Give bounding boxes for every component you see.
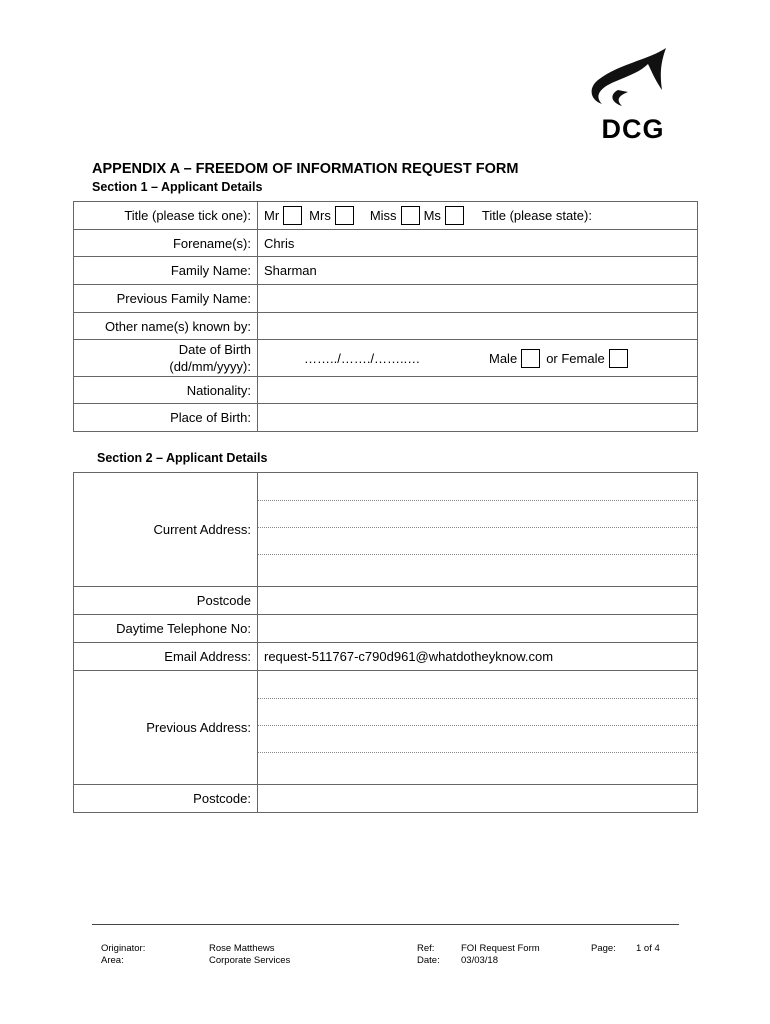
forename-label: Forename(s):: [74, 230, 258, 257]
postcode2-field[interactable]: [258, 785, 698, 813]
title-mr-label: Mr: [264, 208, 280, 223]
footer-labels-left: Originator: Area:: [101, 943, 146, 966]
swoosh-icon: [588, 46, 678, 116]
footer-ref: FOI Request Form 03/03/18: [461, 943, 540, 966]
footer-divider: [92, 924, 679, 925]
phone-label: Daytime Telephone No:: [74, 615, 258, 643]
footer-page-label: Page:: [591, 943, 616, 954]
family-name-field[interactable]: Sharman: [258, 257, 698, 285]
previous-family-name-field[interactable]: [258, 285, 698, 313]
place-of-birth-field[interactable]: [258, 404, 698, 432]
title-ms-label: Ms: [423, 208, 441, 223]
nationality-field[interactable]: [258, 377, 698, 404]
title-miss-checkbox[interactable]: [401, 206, 420, 225]
forename-field[interactable]: Chris: [258, 230, 698, 257]
previous-address-field[interactable]: [258, 671, 698, 785]
phone-field[interactable]: [258, 615, 698, 643]
logo-text: DCG: [601, 114, 665, 144]
previous-address-label: Previous Address:: [74, 671, 258, 785]
other-names-field[interactable]: [258, 313, 698, 340]
footer-labels-mid: Ref: Date:: [417, 943, 440, 966]
postcode-label: Postcode: [74, 587, 258, 615]
dob-label: Date of Birth (dd/mm/yyyy):: [74, 340, 258, 377]
female-checkbox[interactable]: [609, 349, 628, 368]
previous-family-name-label: Previous Family Name:: [74, 285, 258, 313]
title-mrs-label: Mrs: [309, 208, 331, 223]
place-of-birth-label: Place of Birth:: [74, 404, 258, 432]
address-details-table: [73, 472, 698, 813]
dob-field[interactable]: ……../……./……..…: [304, 350, 421, 366]
applicant-details-table: [73, 201, 698, 432]
footer-originator: Rose Matthews Corporate Services: [209, 943, 291, 966]
section2-title: Section 2 – Applicant Details: [97, 451, 268, 465]
postcode-field[interactable]: [258, 587, 698, 615]
title-label: Title (please tick one):: [74, 202, 258, 230]
dcg-logo: [588, 46, 678, 146]
email-field[interactable]: request-511767-c790d961@whatdotheyknow.com: [258, 643, 698, 671]
title-state-label: Title (please state):: [481, 208, 592, 223]
male-label: Male: [489, 350, 518, 366]
title-mr-checkbox[interactable]: [283, 206, 302, 225]
current-address-label: Current Address:: [74, 473, 258, 587]
postcode2-label: Postcode:: [74, 785, 258, 813]
footer-page-number: 1 of 4: [636, 943, 660, 954]
section1-title: Section 1 – Applicant Details: [92, 180, 263, 194]
current-address-field[interactable]: [258, 473, 698, 587]
title-ms-checkbox[interactable]: [445, 206, 464, 225]
female-label: or Female: [546, 350, 605, 366]
form-heading: APPENDIX A – FREEDOM OF INFORMATION REQUEST FORM: [92, 161, 519, 177]
title-mrs-checkbox[interactable]: [335, 206, 354, 225]
male-checkbox[interactable]: [521, 349, 540, 368]
title-miss-label: Miss: [369, 208, 397, 223]
email-label: Email Address:: [74, 643, 258, 671]
nationality-label: Nationality:: [74, 377, 258, 404]
other-names-label: Other name(s) known by:: [74, 313, 258, 340]
family-name-label: Family Name:: [74, 257, 258, 285]
title-row: [74, 202, 698, 230]
